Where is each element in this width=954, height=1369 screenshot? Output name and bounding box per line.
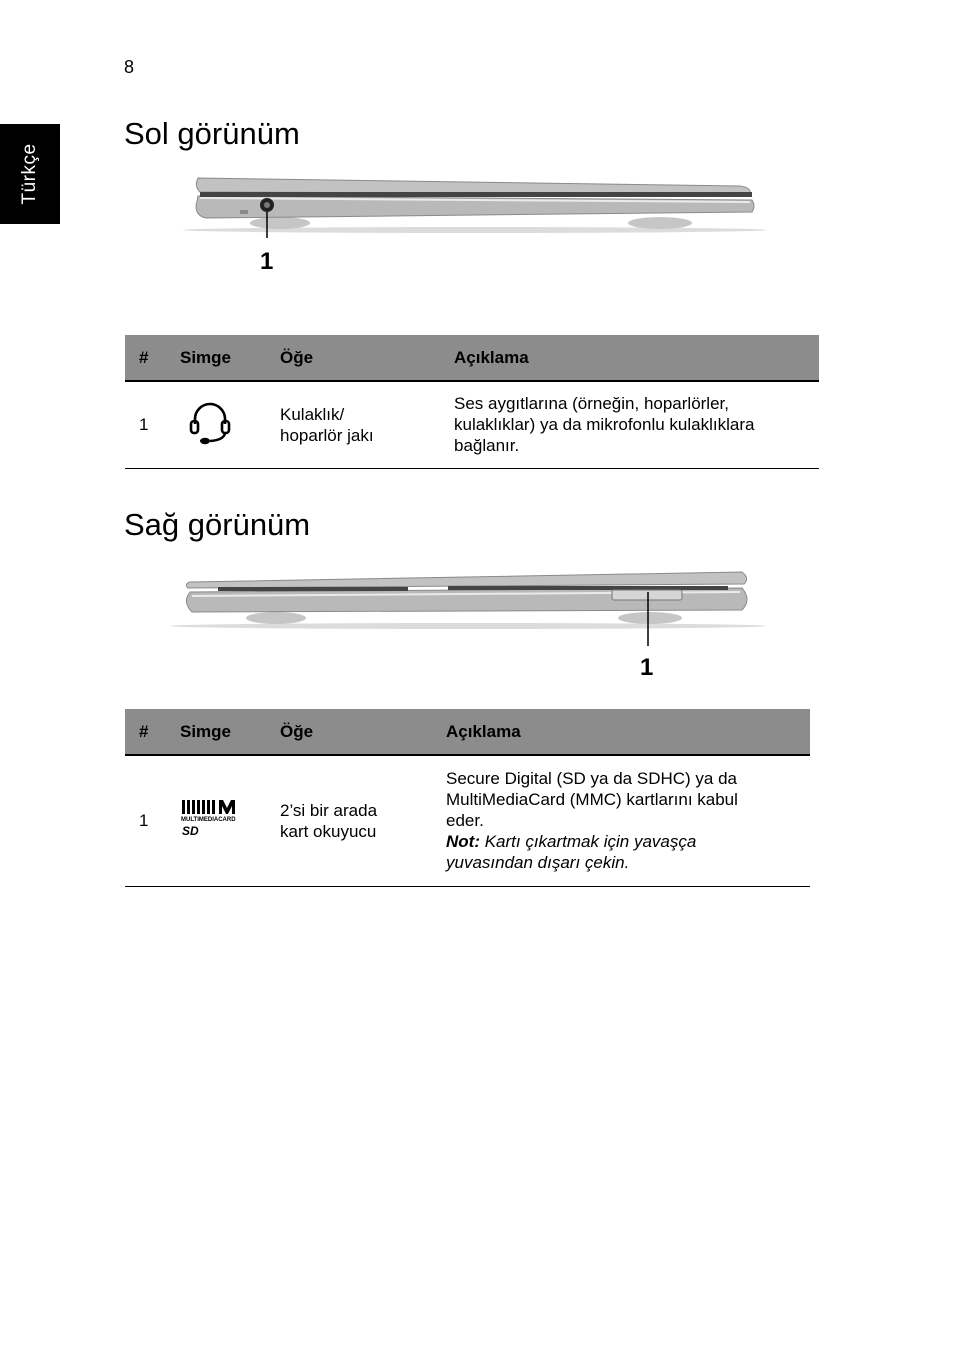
note-line: yuvasından dışarı çekin. [446, 853, 630, 873]
description-line: eder. [446, 811, 484, 831]
right-ports-table [125, 709, 810, 887]
column-header-icon: Simge [170, 709, 270, 755]
row-description [436, 755, 810, 886]
description-line: Secure Digital (SD ya da SDHC) ya da [446, 769, 738, 789]
headset-icon [186, 398, 234, 446]
language-tab [0, 124, 60, 224]
row-item-name [270, 381, 444, 468]
row-number: 1 [125, 381, 170, 468]
item-line: hoparlör jakı [280, 425, 374, 445]
column-header-number: # [125, 335, 170, 381]
note-line [446, 831, 800, 852]
row-icon-cell [170, 755, 270, 886]
column-header-item: Öğe [270, 335, 444, 381]
card-reader-icon-sd-text: SD [182, 824, 199, 839]
table-row [125, 381, 819, 468]
table-header-row [125, 335, 819, 381]
left-callout-number: 1 [260, 248, 274, 275]
description-line: kulaklıklar) ya da mikrofonlu kulaklıklara [454, 415, 755, 435]
description-line: Ses aygıtlarına (örneğin, hoparlörler, [454, 394, 729, 414]
row-number: 1 [125, 755, 170, 886]
description-line: bağlanır. [454, 436, 520, 456]
left-view-title: Sol görünüm [124, 116, 300, 151]
item-line: 2’si bir arada [280, 800, 378, 820]
note-label: Not: [446, 832, 480, 852]
right-callout-number: 1 [640, 654, 654, 681]
item-line: kart okuyucu [280, 821, 377, 841]
description-line: MultiMediaCard (MMC) kartlarını kabul [446, 790, 738, 810]
column-header-icon: Simge [170, 335, 270, 381]
column-header-item: Öğe [270, 709, 436, 755]
laptop-right-side-illustration [168, 566, 768, 646]
card-reader-icon-top-text: MULTIMEDIACARD [181, 817, 236, 824]
laptop-left-side-illustration [180, 172, 770, 238]
note-text: Kartı çıkartmak için yavaşça [479, 832, 697, 852]
column-header-description: Açıklama [444, 335, 819, 381]
row-description [444, 381, 819, 468]
page-number: 8 [124, 57, 135, 77]
row-icon-cell [170, 381, 270, 468]
table-row [125, 755, 810, 886]
item-line: Kulaklık/ [280, 404, 345, 424]
row-item-name [270, 755, 436, 886]
table-header-row [125, 709, 810, 755]
column-header-description: Açıklama [436, 709, 810, 755]
language-tab-label: Türkçe [19, 143, 40, 205]
card-reader-icon [180, 798, 244, 838]
right-view-title: Sağ görünüm [124, 507, 311, 542]
left-ports-table [125, 335, 819, 469]
column-header-number: # [125, 709, 170, 755]
